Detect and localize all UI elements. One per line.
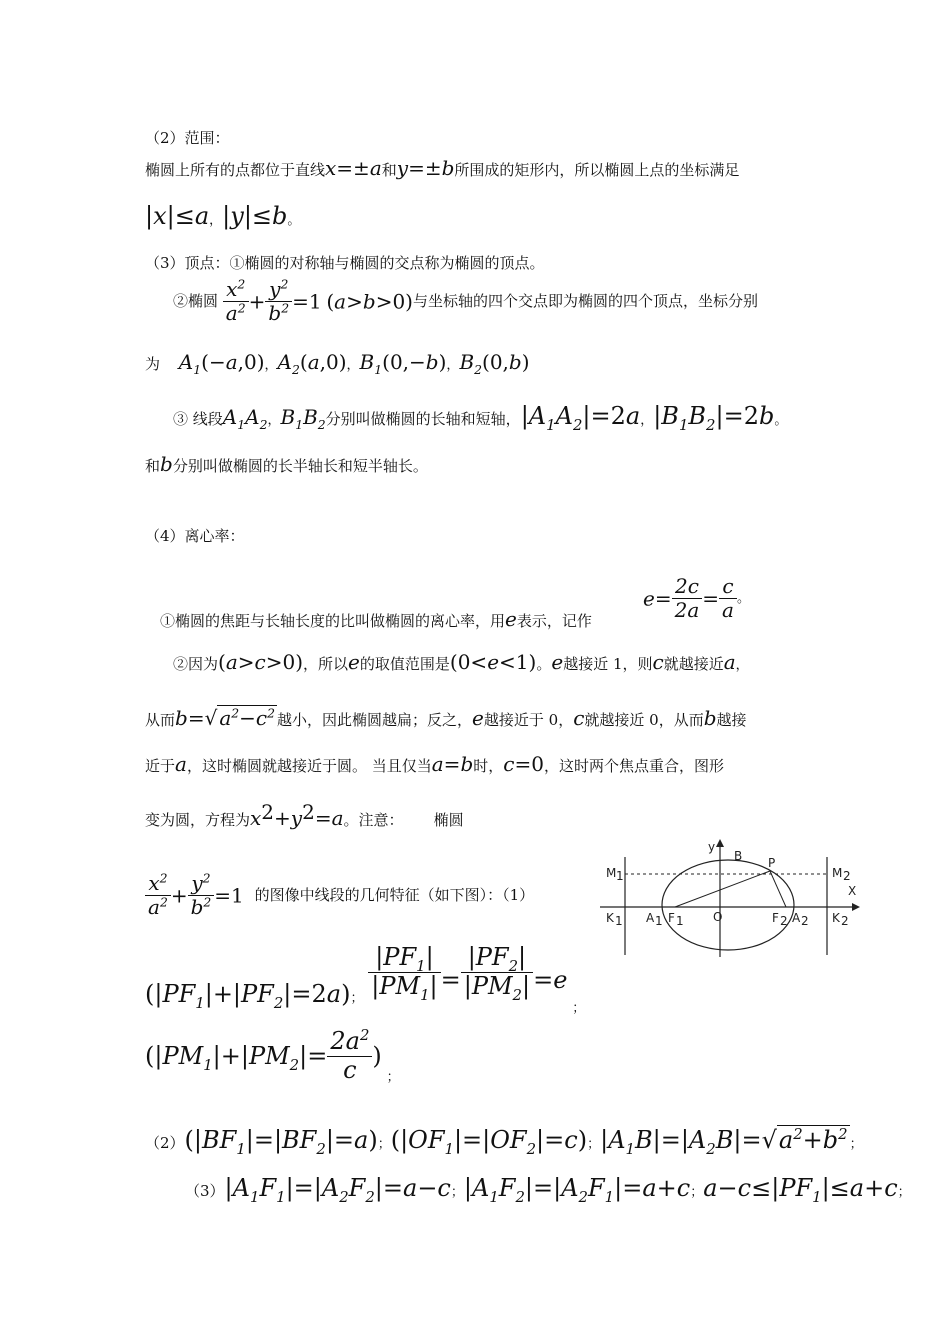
heading-range: （2）范围：	[145, 129, 230, 147]
label-a2: A	[792, 911, 801, 925]
svg-text:2: 2	[780, 914, 788, 928]
label-a1: A	[646, 911, 655, 925]
feature-3-line: $(3)|A_1F_1|=|A_2F_2|=a-c$；$|A_1F_2|=|A_2F_1|=a+c$；$a-c\le|PF_1|\le a+c$；	[185, 1174, 911, 1206]
ellipse-figure	[600, 833, 860, 959]
fraction-x2-a2: $\frac{x^2}{a^2}$	[223, 278, 249, 325]
label-f2: F	[772, 911, 779, 925]
svg-text:1: 1	[616, 869, 624, 883]
x-axis-arrow	[852, 903, 860, 911]
label-b: B	[734, 849, 743, 863]
vertices-coordinates: 为 $A_1(-a,0)$，$A_2(a,0)$，$B_1(0,-b)$，$B_2(0,b)$	[145, 350, 530, 377]
label-m1: M	[606, 866, 617, 880]
range-sentence: 椭圆上所有的点都位于直线x=±a和y=±b所围成的矩形内，所以椭圆上点的坐标满足	[145, 156, 740, 180]
svg-text:2: 2	[841, 914, 849, 928]
circle-equation-line: 变为圆，方程为$x^2+y^2=a$。注意： 椭圆	[145, 800, 464, 830]
eccentricity-b-line: 从而b=√ $a^2-c^2$ 越小，因此椭圆越扁；反之，e越接近于 0，c就越接近 0，从而b越接	[145, 705, 747, 730]
fraction-y2-b2: $\frac{y^2}{b^2}$	[265, 278, 292, 325]
label-p: P	[768, 856, 776, 870]
label-k1: K	[606, 911, 614, 925]
heading-vertices: （3）顶点：①椭圆的对称轴与椭圆的交点称为椭圆的顶点。	[145, 254, 545, 272]
svg-text:1: 1	[615, 914, 623, 928]
eccentricity-range: ②因为(a>c>0)，所以e的取值范围是(0<e<1)。e越接近 1，则c就越接近a，	[173, 650, 749, 674]
segment-pf2	[770, 871, 786, 907]
label-y: y	[708, 840, 716, 854]
label-m2: M	[832, 866, 843, 880]
svg-text:2: 2	[801, 914, 809, 928]
vertices-ellipse-line: ②椭圆 $\frac{x^2}{a^2}$ + $\frac{y^2}{b^2}$ =1 (a>b>0)与坐标轴的四个交点即为椭圆的四个顶点，坐标分别	[173, 276, 758, 325]
label-x: X	[848, 884, 857, 898]
svg-text:1: 1	[676, 914, 684, 928]
feature-2-line: $(2)(|BF_1|=|BF_2|=a)$；$(|OF_1|=|OF_2|=c)$；$|A_1B|=|A_2B|=√a^2+b^2$；	[145, 1125, 863, 1158]
svg-text:1: 1	[655, 914, 663, 928]
eccentricity-circle-line: 近于a，这时椭圆就越接近于圆。 当且仅当a=b时，c=0，这时两个焦点重合，图形	[145, 752, 724, 776]
feature-1-pm-line: ($|PM_1|+|PM_2|=$ $\frac{2a^2}{c}$ ) ；	[145, 1026, 400, 1086]
label-o: O	[713, 910, 723, 924]
axes-line: ③ 线段$A_1A_2$，$B_1B_2$分别叫做椭圆的长轴和短轴，$|A_1A_2|=2a$，$|B_1B_2|=2b$。	[173, 402, 788, 434]
label-f1: F	[668, 911, 675, 925]
range-inequalities: |x|≤a，|y|≤b。	[145, 202, 301, 230]
eccentricity-formula: e= $\frac{2c}{2a}$ = $\frac{c}{a}$ 。	[643, 574, 750, 622]
svg-text:2: 2	[843, 869, 851, 883]
segment-pf1	[675, 871, 770, 907]
label-k2: K	[832, 911, 840, 925]
heading-eccentricity: （4）离心率：	[145, 527, 245, 545]
feature-1-line: $(|PF_1|+|PF_2|=2a)$； $\frac{|PF_1|}{|PM_1|}$ = $\frac{|PF_2|}{|PM_2|}$ =e ；	[145, 943, 586, 1016]
semi-axes-line: 和b分别叫做椭圆的长半轴长和短半轴长。	[145, 452, 428, 476]
eccentricity-definition: ①椭圆的焦距与长轴长度的比叫做椭圆的离心率，用e表示，记作	[160, 607, 592, 631]
segment-feature-line: $\frac{x^2}{a^2}$ + $\frac{y^2}{b^2}$ =1 的图像中线段的几何特征（如下图）：（1）	[145, 872, 534, 919]
y-axis-arrow	[716, 839, 724, 847]
formula-x-pm-a: x	[325, 156, 337, 180]
